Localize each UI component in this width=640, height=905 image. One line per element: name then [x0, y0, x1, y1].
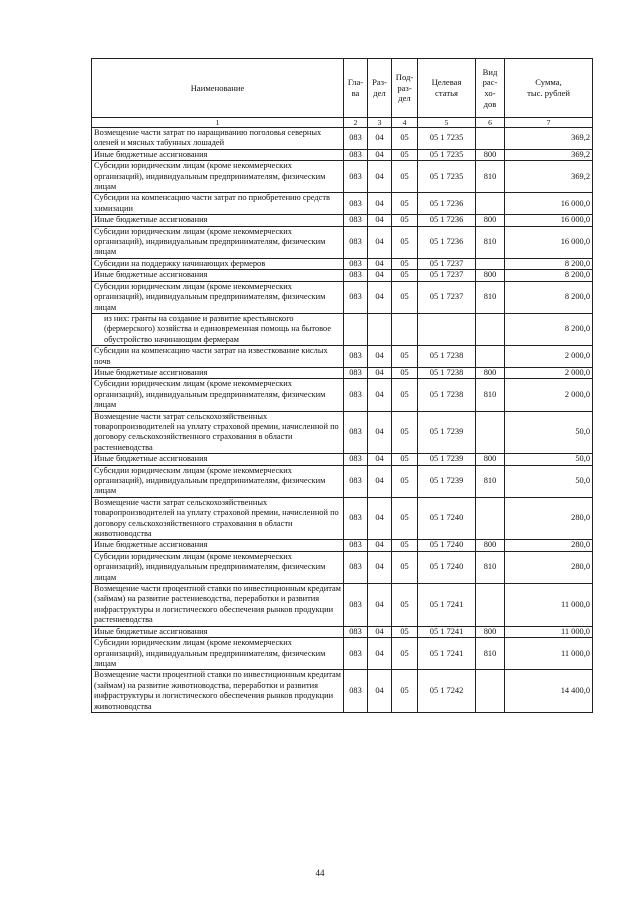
cell-sum: 2 000,0 [505, 379, 593, 411]
cell-glava: 083 [344, 193, 368, 215]
cell-glava: 083 [344, 161, 368, 193]
budget-table [91, 58, 593, 713]
cell-podrazdel: 05 [392, 465, 418, 497]
cell-razdel: 04 [368, 454, 392, 465]
column-number: 7 [505, 118, 593, 128]
cell-glava: 083 [344, 367, 368, 378]
cell-sum: 11 000,0 [505, 626, 593, 637]
cell-razdel: 04 [368, 497, 392, 540]
cell-podrazdel: 05 [392, 551, 418, 583]
cell-glava: 083 [344, 215, 368, 226]
cell-podrazdel: 05 [392, 281, 418, 313]
cell-glava: 083 [344, 379, 368, 411]
table-row [92, 313, 593, 345]
cell-razdel: 04 [368, 149, 392, 160]
cell-article [418, 313, 476, 345]
cell-name: Иные бюджетные ассигнования [92, 367, 344, 378]
column-number: 2 [344, 118, 368, 128]
table-row [92, 161, 593, 193]
cell-razdel: 04 [368, 638, 392, 670]
cell-sum: 2 000,0 [505, 367, 593, 378]
cell-vid [476, 670, 505, 713]
cell-razdel: 04 [368, 281, 392, 313]
cell-article: 05 1 7238 [418, 379, 476, 411]
cell-podrazdel: 05 [392, 149, 418, 160]
table-row [92, 551, 593, 583]
cell-glava: 083 [344, 540, 368, 551]
cell-sum: 280,0 [505, 551, 593, 583]
cell-razdel: 04 [368, 626, 392, 637]
cell-razdel: 04 [368, 367, 392, 378]
cell-name: Субсидии юридическим лицам (кроме некоммерческих организаций), индивидуальным предпринимателям, физическим лицам [92, 226, 344, 258]
cell-glava: 083 [344, 638, 368, 670]
cell-sum: 16 000,0 [505, 226, 593, 258]
column-number: 4 [392, 118, 418, 128]
cell-glava: 083 [344, 149, 368, 160]
cell-podrazdel: 05 [392, 270, 418, 281]
cell-glava: 083 [344, 346, 368, 368]
cell-podrazdel: 05 [392, 193, 418, 215]
cell-name: Субсидии юридическим лицам (кроме некоммерческих организаций), индивидуальным предпринимателям, физическим лицам [92, 465, 344, 497]
cell-sum: 369,2 [505, 128, 593, 150]
cell-podrazdel: 05 [392, 411, 418, 454]
cell-vid: 800 [476, 215, 505, 226]
cell-article: 05 1 7238 [418, 367, 476, 378]
cell-article: 05 1 7236 [418, 226, 476, 258]
cell-sum: 8 200,0 [505, 258, 593, 269]
table-row [92, 226, 593, 258]
document-page [91, 58, 592, 713]
cell-name: Субсидии на поддержку начинающих фермеров [92, 258, 344, 269]
header-vid-label: Вид рас- хо- дов [482, 66, 498, 109]
cell-vid: 800 [476, 149, 505, 160]
cell-razdel: 04 [368, 161, 392, 193]
cell-article: 05 1 7235 [418, 149, 476, 160]
cell-glava: 083 [344, 128, 368, 150]
cell-sum: 2 000,0 [505, 346, 593, 368]
cell-name: Возмещение части затрат по наращиванию поголовья северных оленей и мясных табунных лошадей [92, 128, 344, 150]
cell-vid: 810 [476, 638, 505, 670]
header-sum-label: Сумма, тыс. рублей [527, 77, 570, 98]
cell-article: 05 1 7240 [418, 540, 476, 551]
cell-sum: 16 000,0 [505, 215, 593, 226]
cell-sum: 11 000,0 [505, 638, 593, 670]
cell-vid: 800 [476, 540, 505, 551]
column-numbers-row [92, 118, 593, 128]
cell-vid: 800 [476, 454, 505, 465]
cell-razdel [368, 313, 392, 345]
table-row [92, 128, 593, 150]
cell-name: Возмещение части затрат сельскохозяйственных товаропроизводителей на уплату страховой премии, начисленной по договору сельскохозяйственного страхования в области животноводства [92, 497, 344, 540]
cell-sum: 8 200,0 [505, 281, 593, 313]
header-name [92, 59, 344, 118]
cell-article: 05 1 7241 [418, 638, 476, 670]
cell-razdel: 04 [368, 193, 392, 215]
cell-podrazdel: 05 [392, 626, 418, 637]
table-row [92, 638, 593, 670]
cell-podrazdel: 05 [392, 379, 418, 411]
cell-article: 05 1 7239 [418, 465, 476, 497]
cell-glava: 083 [344, 497, 368, 540]
cell-glava: 083 [344, 551, 368, 583]
cell-vid [476, 128, 505, 150]
cell-article: 05 1 7240 [418, 497, 476, 540]
cell-sum: 280,0 [505, 540, 593, 551]
header-name-label: Наименование [190, 82, 245, 93]
cell-article: 05 1 7235 [418, 128, 476, 150]
cell-podrazdel: 05 [392, 161, 418, 193]
cell-name: Иные бюджетные ассигнования [92, 270, 344, 281]
header-razdel [368, 59, 392, 118]
table-row [92, 411, 593, 454]
table-row [92, 497, 593, 540]
cell-name: Иные бюджетные ассигнования [92, 454, 344, 465]
cell-glava: 083 [344, 411, 368, 454]
cell-sum: 8 200,0 [505, 313, 593, 345]
cell-glava [344, 313, 368, 345]
table-row [92, 367, 593, 378]
cell-name: из них: гранты на создание и развитие крестьянского (фермерского) хозяйства и единовременная помощь на бытовое обустройство начинающим фермерам [92, 313, 344, 345]
cell-glava: 083 [344, 454, 368, 465]
table-row [92, 670, 593, 713]
cell-vid: 810 [476, 465, 505, 497]
table-row [92, 465, 593, 497]
cell-vid [476, 346, 505, 368]
cell-razdel: 04 [368, 670, 392, 713]
cell-podrazdel: 05 [392, 540, 418, 551]
cell-razdel: 04 [368, 584, 392, 627]
cell-sum: 50,0 [505, 411, 593, 454]
cell-razdel: 04 [368, 540, 392, 551]
cell-name: Субсидии юридическим лицам (кроме некоммерческих организаций), индивидуальным предпринимателям, физическим лицам [92, 551, 344, 583]
cell-article: 05 1 7239 [418, 454, 476, 465]
cell-sum: 50,0 [505, 454, 593, 465]
cell-podrazdel: 05 [392, 497, 418, 540]
header-article-label: Целевая статья [431, 77, 462, 98]
cell-podrazdel: 05 [392, 367, 418, 378]
cell-sum: 369,2 [505, 149, 593, 160]
cell-glava: 083 [344, 584, 368, 627]
cell-article: 05 1 7237 [418, 270, 476, 281]
page-number: 44 [315, 868, 325, 878]
cell-name: Субсидии на компенсацию части затрат по приобретению средств химизации [92, 193, 344, 215]
cell-name: Субсидии на компенсацию части затрат на известкование кислых почв [92, 346, 344, 368]
cell-vid: 810 [476, 379, 505, 411]
cell-name: Субсидии юридическим лицам (кроме некоммерческих организаций), индивидуальным предпринимателям, физическим лицам [92, 161, 344, 193]
column-number: 5 [418, 118, 476, 128]
cell-article: 05 1 7236 [418, 215, 476, 226]
cell-article: 05 1 7241 [418, 584, 476, 627]
cell-article: 05 1 7242 [418, 670, 476, 713]
cell-razdel: 04 [368, 128, 392, 150]
table-row [92, 281, 593, 313]
cell-vid [476, 411, 505, 454]
cell-sum: 16 000,0 [505, 193, 593, 215]
cell-article: 05 1 7237 [418, 258, 476, 269]
header-podrazdel-label: Под- раз- дел [395, 72, 414, 104]
cell-podrazdel: 05 [392, 226, 418, 258]
cell-razdel: 04 [368, 258, 392, 269]
cell-article: 05 1 7239 [418, 411, 476, 454]
table-body [92, 128, 593, 713]
table-row [92, 149, 593, 160]
cell-name: Субсидии юридическим лицам (кроме некоммерческих организаций), индивидуальным предпринимателям, физическим лицам [92, 638, 344, 670]
header-sum [505, 59, 593, 118]
table-row [92, 193, 593, 215]
cell-glava: 083 [344, 670, 368, 713]
cell-sum: 11 000,0 [505, 584, 593, 627]
header-glava [344, 59, 368, 118]
header-vid [476, 59, 505, 118]
column-number: 6 [476, 118, 505, 128]
cell-sum: 369,2 [505, 161, 593, 193]
table-row [92, 270, 593, 281]
cell-sum: 14 400,0 [505, 670, 593, 713]
cell-podrazdel: 05 [392, 128, 418, 150]
header-article [418, 59, 476, 118]
cell-vid: 810 [476, 161, 505, 193]
cell-vid [476, 584, 505, 627]
table-row [92, 346, 593, 368]
cell-name: Иные бюджетные ассигнования [92, 215, 344, 226]
table-row [92, 379, 593, 411]
cell-article: 05 1 7238 [418, 346, 476, 368]
table-row [92, 584, 593, 627]
cell-name: Возмещение части процентной ставки по инвестиционным кредитам (займам) на развитие растениеводства, переработки и развития инфраструктуры и логистического обеспечения рынков продукции растениеводства [92, 584, 344, 627]
cell-glava: 083 [344, 626, 368, 637]
cell-article: 05 1 7240 [418, 551, 476, 583]
cell-article: 05 1 7236 [418, 193, 476, 215]
cell-sum: 8 200,0 [505, 270, 593, 281]
cell-glava: 083 [344, 465, 368, 497]
cell-razdel: 04 [368, 346, 392, 368]
table-row [92, 215, 593, 226]
cell-article: 05 1 7237 [418, 281, 476, 313]
cell-razdel: 04 [368, 411, 392, 454]
cell-podrazdel: 05 [392, 258, 418, 269]
cell-name: Иные бюджетные ассигнования [92, 626, 344, 637]
column-number: 3 [368, 118, 392, 128]
cell-podrazdel: 05 [392, 215, 418, 226]
cell-vid: 800 [476, 270, 505, 281]
header-glava-label: Гла- ва [347, 77, 364, 98]
cell-vid: 800 [476, 367, 505, 378]
cell-podrazdel: 05 [392, 670, 418, 713]
table-row [92, 454, 593, 465]
cell-sum: 50,0 [505, 465, 593, 497]
cell-vid [476, 497, 505, 540]
cell-name: Иные бюджетные ассигнования [92, 149, 344, 160]
cell-vid [476, 258, 505, 269]
cell-podrazdel: 05 [392, 584, 418, 627]
table-row [92, 258, 593, 269]
cell-razdel: 04 [368, 226, 392, 258]
cell-razdel: 04 [368, 270, 392, 281]
column-number: 1 [92, 118, 344, 128]
header-row [92, 59, 593, 118]
table-row [92, 540, 593, 551]
cell-podrazdel: 05 [392, 346, 418, 368]
cell-name: Субсидии юридическим лицам (кроме некоммерческих организаций), индивидуальным предпринимателям, физическим лицам [92, 281, 344, 313]
cell-vid: 810 [476, 226, 505, 258]
cell-name: Иные бюджетные ассигнования [92, 540, 344, 551]
cell-vid: 810 [476, 281, 505, 313]
table-row [92, 626, 593, 637]
cell-vid: 800 [476, 626, 505, 637]
cell-name: Субсидии юридическим лицам (кроме некоммерческих организаций), индивидуальным предпринимателям, физическим лицам [92, 379, 344, 411]
header-razdel-label: Раз- дел [372, 77, 387, 98]
cell-razdel: 04 [368, 215, 392, 226]
cell-glava: 083 [344, 258, 368, 269]
cell-razdel: 04 [368, 465, 392, 497]
header-podrazdel [392, 59, 418, 118]
cell-podrazdel: 05 [392, 454, 418, 465]
cell-podrazdel: 05 [392, 638, 418, 670]
cell-sum: 280,0 [505, 497, 593, 540]
cell-razdel: 04 [368, 551, 392, 583]
cell-name: Возмещение части процентной ставки по инвестиционным кредитам (займам) на развитие животноводства, переработки и развития инфраструктуры и логистического обеспечения рынков продукции животноводства [92, 670, 344, 713]
cell-glava: 083 [344, 270, 368, 281]
cell-razdel: 04 [368, 379, 392, 411]
cell-vid [476, 313, 505, 345]
cell-glava: 083 [344, 281, 368, 313]
cell-article: 05 1 7235 [418, 161, 476, 193]
cell-glava: 083 [344, 226, 368, 258]
cell-article: 05 1 7241 [418, 626, 476, 637]
cell-vid: 810 [476, 551, 505, 583]
cell-podrazdel [392, 313, 418, 345]
cell-vid [476, 193, 505, 215]
cell-name: Возмещение части затрат сельскохозяйственных товаропроизводителей на уплату страховой премии, начисленной по договору сельскохозяйственного страхования в области растениеводства [92, 411, 344, 454]
